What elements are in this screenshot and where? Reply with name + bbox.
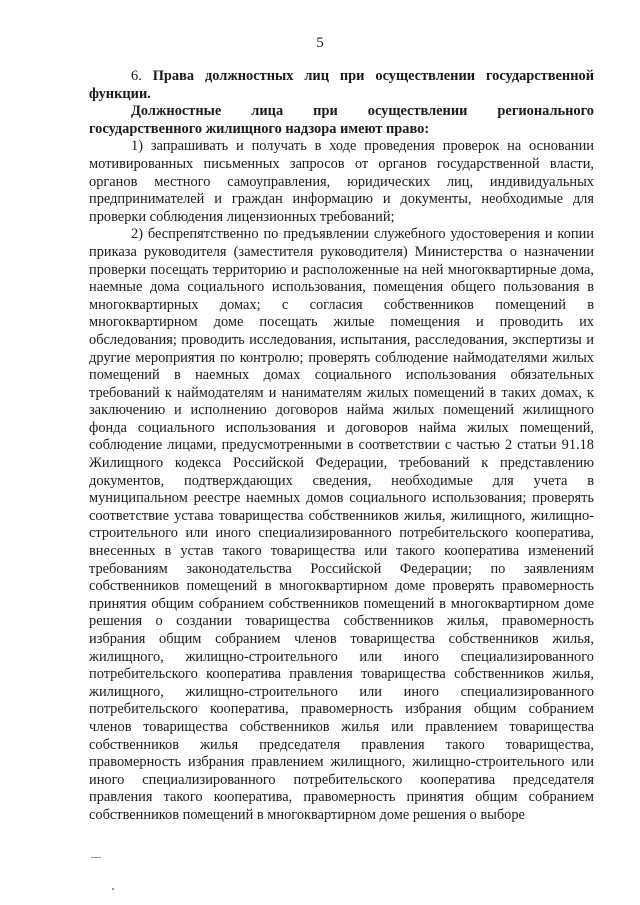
document-body bbox=[89, 68, 594, 825]
list-item-1: 1) запрашивать и получать в ходе проведения проверок на основании мотивированных письменных запросов от органов государственной власти, органов местного самоуправления, юридических лиц, индивидуальных предпринимателей и граждан информацию и документы, необходимые для проверки соблюдения лицензионных требований; bbox=[89, 138, 594, 225]
list-item-2: 2) беспрепятственно по предъявлении служебного удостоверения и копии приказа руководителя (заместителя руководителя) Министерства о назначении проверки посещать территорию и расположенные на ней многоквартирные дома, наемные дома социального использования, помещения общего пользования в многоквартирных домах; с согласия собственников помещений в многоквартирном доме посещать жилые помещения и проводить их обследования; проводить исследования, испытания, расследования, экспертизы и другие мероприятия по контролю; проверять соблюдение наймодателями жилых помещений в наемных домах социального использования обязательных требований к наймодателям и нанимателям жилых помещений в таких домах, к заключению и исполнению договоров найма жилых помещений жилищного фонда социального использования и договоров найма жилых помещений, соблюдение лицами, предусмотренными в соответствии с частью 2 статьи 91.18 Жилищного кодекса Российской Федерации, требований к представлению документов, подтверждающих сведения, необходимые для учета в муниципальном реестре наемных домов социального использования; проверять соответствие устава товарищества собственников жилья, жилищного, жилищно-строительного или иного специализированного потребительского кооператива, внесенных в устав такого товарищества или такого кооператива изменений требованиям законодательства Российской Федерации; по заявлениям собственников помещений в многоквартирном доме проверять правомерность принятия общим собранием собственников помещений в многоквартирном доме решения о создании товарищества собственников жилья, правомерность избрания общим собранием членов товарищества собственников жилья, жилищного, жилищно-строительного или иного специализированного потребительского кооператива правления товарищества собственников жилья, жилищного, жилищно-строительного или иного специализированного потребительского кооператива, правомерность избрания общим собранием членов товарищества собственников жилья или правлением товарищества собственников жилья председателя правления такого товарищества, правомерность избрания правлением жилищного, жилищно-строительного или иного специализированного потребительского кооператива председателя правления такого кооператива, правомерность принятия общим собранием собственников помещений в многоквартирном доме решения о выборе bbox=[89, 226, 594, 823]
page-number: 5 bbox=[316, 35, 324, 51]
section-number: 6. bbox=[131, 68, 142, 84]
scan-artifact bbox=[91, 857, 101, 858]
section-title: Права должностных лиц при осуществлении государственной функции. bbox=[89, 68, 594, 102]
scan-artifact bbox=[112, 888, 114, 890]
section-heading bbox=[89, 68, 594, 103]
intro-paragraph: Должностные лица при осуществлении регионального государственного жилищного надзора имеют право: bbox=[89, 103, 594, 137]
